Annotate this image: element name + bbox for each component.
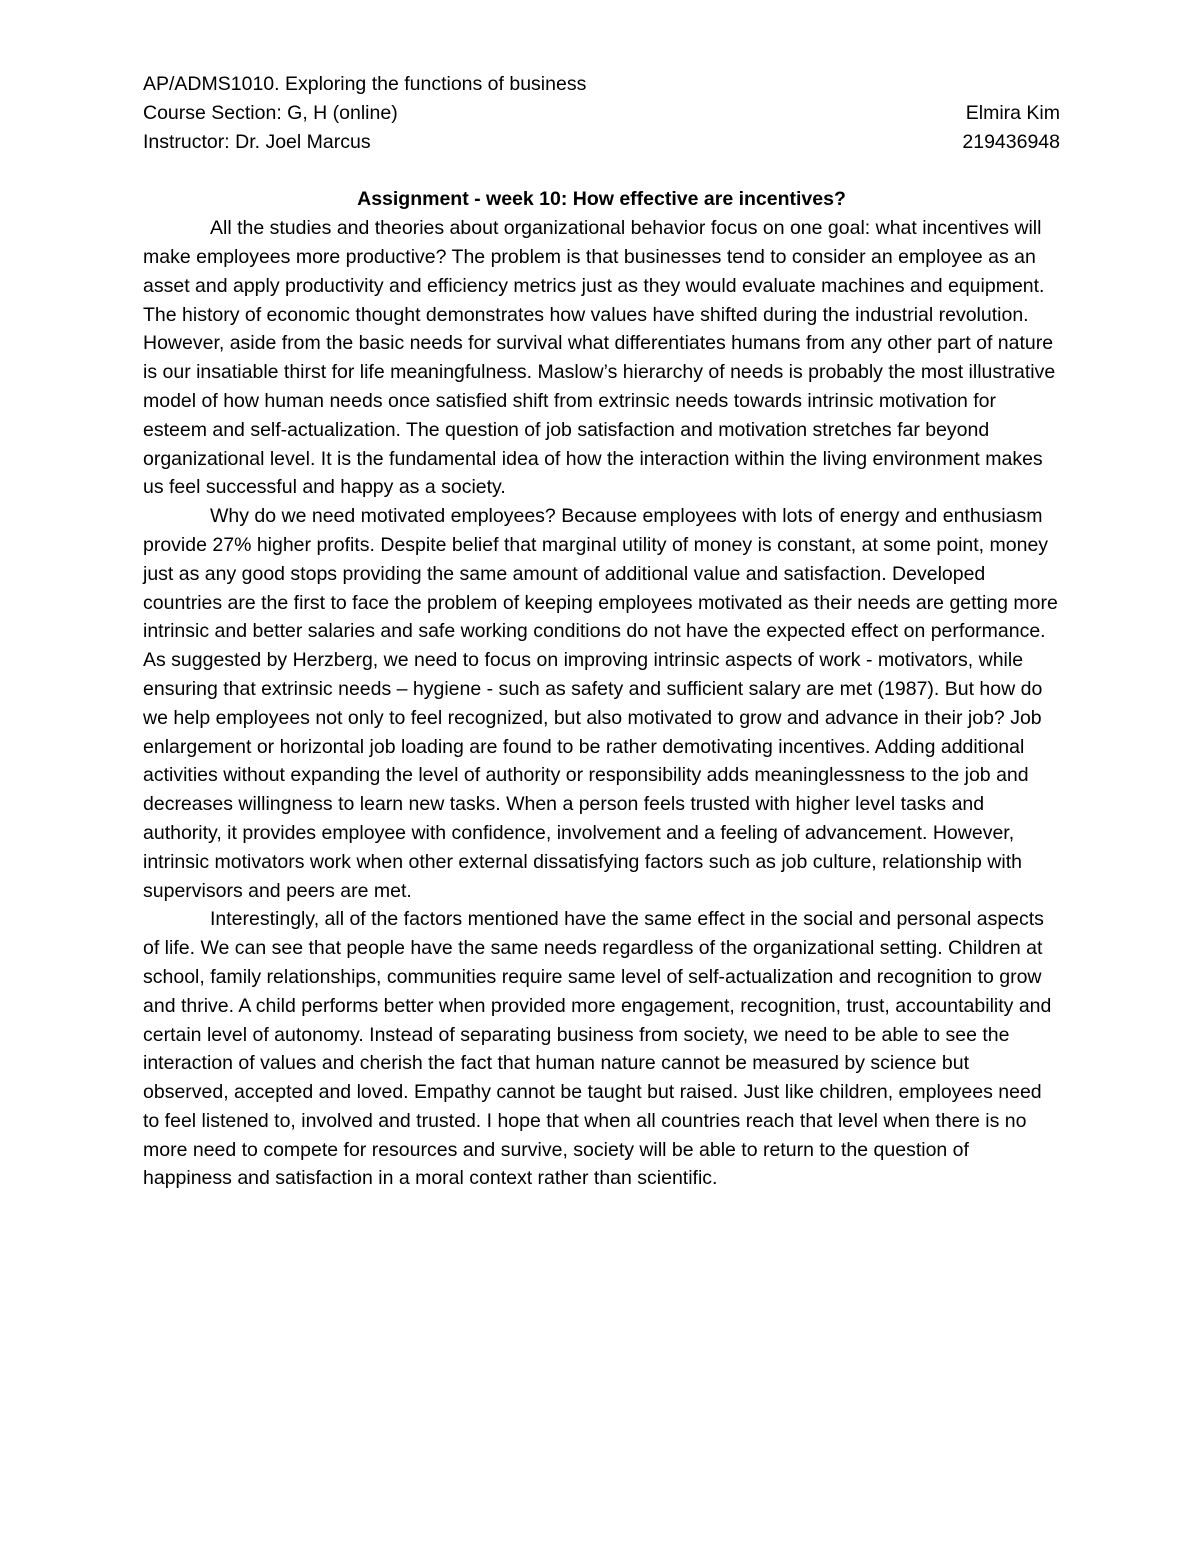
- course-section: Course Section: G, H (online): [143, 101, 398, 124]
- header-instructor-line: [143, 128, 1060, 157]
- student-id: 219436948: [962, 130, 1060, 153]
- document-page: [143, 70, 1060, 1193]
- instructor: Instructor: Dr. Joel Marcus: [143, 130, 371, 153]
- paragraph-3: Interestingly, all of the factors mentioned have the same effect in the social and personal aspects of life. We can see that people have the same needs regardless of the organizational setting. Children at school, family relationships, communities require same level of self-actualization and recognition to grow and thrive. A child performs better when provided more engagement, recognition, trust, accountability and certain level of autonomy. Instead of separating business from society, we need to be able to see the interaction of values and cherish the fact that human nature cannot be measured by science but observed, accepted and loved. Empathy cannot be taught but raised. Just like children, employees need to feel listened to, involved and trusted. I hope that when all countries reach that level when there is no more need to compete for resources and survive, society will be able to return to the question of happiness and satisfaction in a moral context rather than scientific.: [143, 908, 1052, 1190]
- paragraph-1: All the studies and theories about organizational behavior focus on one goal: what incentives will make employees more productive? The problem is that businesses tend to consider an employee as an asset and apply productivity and efficiency metrics just as they would evaluate machines and equipment. The history of economic thought demonstrates how values have shifted during the industrial revolution. However, aside from the basic needs for survival what differentiates humans from any other part of nature is our insatiable thirst for life meaningfulness. Maslow’s hierarchy of needs is probably the most illustrative model of how human needs once satisfied shift from extrinsic needs towards intrinsic motivation for esteem and self-actualization. The question of job satisfaction and motivation stretches far beyond organizational level. It is the fundamental idea of how the interaction within the living environment makes us feel successful and happy as a society.: [143, 217, 1056, 499]
- header-course-line: [143, 70, 1060, 99]
- assignment-title: Assignment - week 10: How effective are incentives?: [357, 188, 846, 211]
- paragraph-2: Why do we need motivated employees? Because employees with lots of energy and enthusiasm provide 27% higher profits. Despite belief that marginal utility of money is constant, at some point, money just as any good stops providing the same amount of additional value and satisfaction. Developed countries are the first to face the problem of keeping employees motivated as their needs are getting more intrinsic and better salaries and safe working conditions do not have the expected effect on performance. As suggested by Herzberg, we need to focus on improving intrinsic aspects of work - motivators, while ensuring that extrinsic needs – hygiene - such as safety and sufficient salary are met (1987). But how do we help employees not only to feel recognized, but also motivated to grow and advance in their job? Job enlargement or horizontal job loading are found to be rather demotivating incentives. Adding additional activities without expanding the level of authority or responsibility adds meaninglessness to the job and decreases willingness to learn new tasks. When a person feels trusted with higher level tasks and authority, it provides employee with confidence, involvement and a feeling of advancement. However, intrinsic motivators work when other external dissatisfying factors such as job culture, relationship with supervisors and peers are met.: [143, 505, 1058, 902]
- student-name: Elmira Kim: [965, 101, 1060, 124]
- header-section-line: [143, 99, 1060, 128]
- course-title: AP/ADMS1010. Exploring the functions of business: [143, 73, 587, 95]
